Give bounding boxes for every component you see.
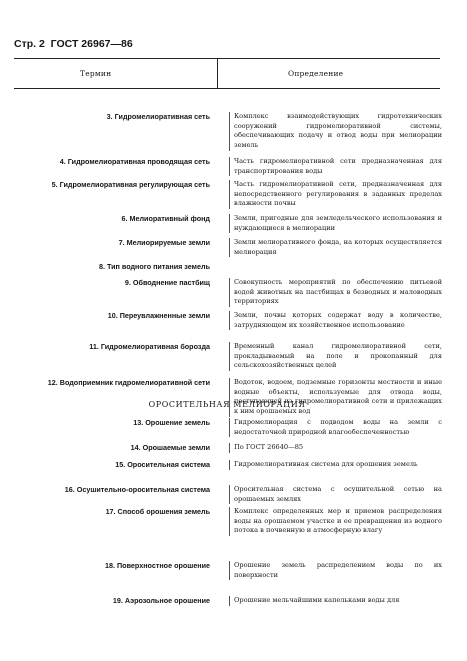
term-column-header: Термин (80, 69, 112, 78)
term-text: 3. Гидромелиоративная сеть (106, 112, 210, 121)
definition-text: Орошение мельчайшими капельками воды для (229, 596, 442, 606)
term-text: 11. Гидромелиоративная борозда (89, 342, 210, 351)
definition-column-header: Определение (288, 69, 344, 78)
term-text: 14. Орошаемые земли (130, 443, 210, 452)
definition-text: Земли мелиоративного фонда, на которых осуществляется мелиорация (229, 238, 442, 257)
term-text: 6. Мелиоративный фонд (121, 214, 210, 223)
term-text: 9. Обводнение пастбищ (124, 278, 210, 287)
section-title: ОРОСИТЕЛЬНАЯ МЕЛИОРАЦИЯ (148, 400, 306, 409)
term-text: 12. Водоприемник гидромелиоративной сети (47, 378, 210, 387)
term-text: 7. Мелиорируемые земли (118, 238, 210, 247)
term-text: 5. Гидромелиоративная регулирующая сеть (51, 180, 210, 189)
definition-text: Комплекс определенных мер и приемов распределения воды на орошаемом участке и ее превращения из водного потока в почвенную и атмосферную влагу (229, 507, 442, 536)
definition-text: Гидромелиоративная система для орошения земель (229, 460, 442, 470)
term-text: 16. Осушительно-оросительная система (64, 485, 210, 494)
definition-text: Временный канал гидромелиоративной сети, прокладываемый на поле и прокопанный для сельскохозяйственных целей (229, 342, 442, 371)
page-number: Стр. 2 (14, 38, 45, 50)
term-text: 10. Переувлажненные земли (107, 311, 210, 320)
term-text: 8. Тип водного питания земель (99, 262, 210, 271)
term-text: 18. Поверхностное орошение (105, 561, 210, 570)
definition-text: Часть гидромелиоративной сети предназначенная для транспортирования воды (229, 157, 442, 176)
term-text: 4. Гидромелиоративная проводящая сеть (59, 157, 210, 166)
definition-text: Орошение земель распределением воды по их поверхности (229, 561, 442, 580)
definition-text: По ГОСТ 26640—85 (229, 443, 442, 453)
definition-text: Совокупность мероприятий по обеспечению питьевой водой животных на пастбищах в безводных и маловодных территориях (229, 278, 442, 307)
table-top-rule (14, 58, 440, 59)
definition-text: Часть гидромелиоративной сети, предназначенная для непосредственного регулирования в заданных пределах влажности почвы (229, 180, 442, 209)
term-text: 13. Орошение земель (133, 418, 210, 427)
page-header (14, 38, 133, 50)
definition-text: Земли, почвы которых содержат воду в количестве, затрудняющем их хозяйственное использование (229, 311, 442, 330)
definition-text: Земли, пригодные для земледельческого использования и нуждающиеся в мелиорации (229, 214, 442, 233)
term-text: 15. Оросительная система (115, 460, 210, 469)
term-text: 19. Аэрозольное орошение (112, 596, 210, 605)
definition-text: Гидромелиорация с подводом воды на земли с недостаточной природной влагообеспеченностью (229, 418, 442, 437)
standard-code: ГОСТ 26967—86 (50, 38, 133, 50)
header-column-separator (217, 58, 218, 88)
table-header-rule (14, 88, 440, 89)
definition-text: Водоток, водоем, подземные горизонты местности и иные водные объекты, используемые для отвода воды, поступающей из гидромелиоративной сети и прилежащих к ним орошаемых вод (229, 378, 442, 417)
definition-text: Комплекс взаимодействующих гидротехнических сооружений гидромелиоративной системы, обеспечивающих подачу и отвод воды при мелиорации земель (229, 112, 442, 151)
definition-text: Оросительная система с осушительной сетью на орошаемых землях (229, 485, 442, 504)
term-text: 17. Способ орошения земель (105, 507, 210, 516)
